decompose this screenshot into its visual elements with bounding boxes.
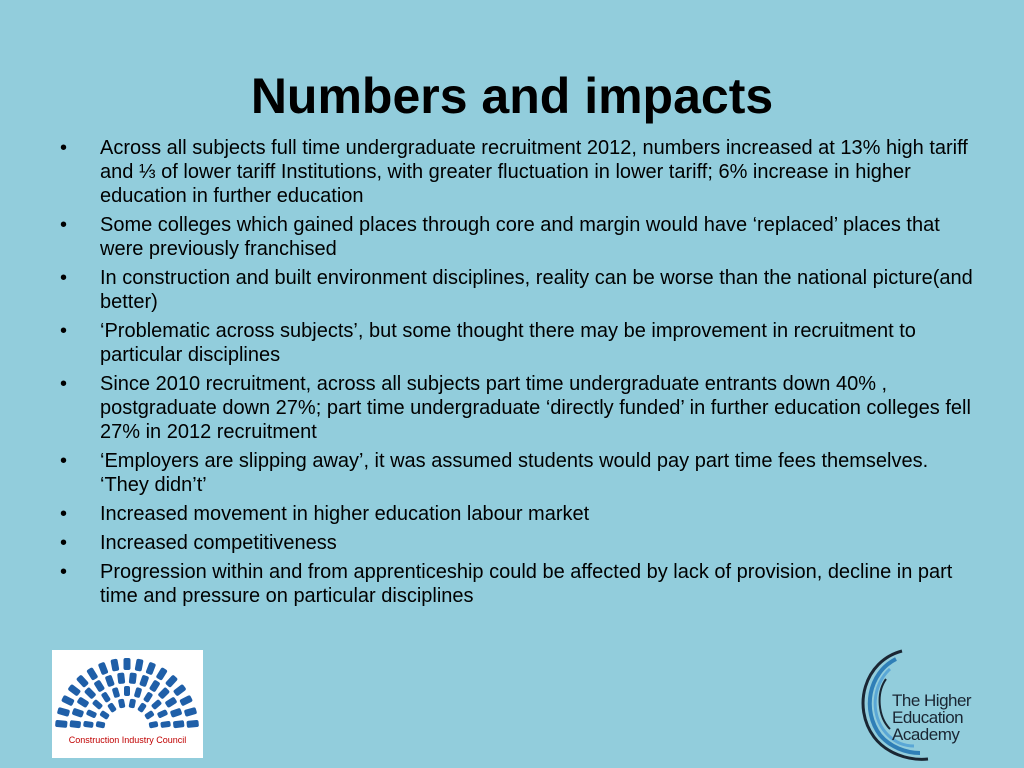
slide-title: Numbers and impacts [250,68,774,124]
sunburst-segment [149,721,159,729]
sunburst-segment [98,662,109,676]
bullet-dot: • [60,137,68,159]
sunburst-segment [151,699,162,710]
bullet-item [60,560,980,608]
bullet-text: Across all subjects full time undergraduate recruitment 2012, numbers increased at 13% high tariff and ⅓ of lower tariff Institutions, with greater fluctuation in lower tariff; 6% increase in higher education in further education [100,137,968,207]
sunburst-segment [157,709,169,719]
sunburst-segment [67,684,81,697]
bullet-text: ‘Problematic across subjects’, but some thought there may be improvement in recruitment to particular disciplines [100,320,916,366]
sunburst-segment [173,720,185,728]
sunburst-segment [179,695,193,707]
sunburst-segment [101,691,111,703]
sunburst-segment [61,695,75,707]
sunburst-segment [157,687,170,700]
bullet-text: In construction and built environment disciplines, reality can be worse than the national picture(and better) [100,267,973,313]
sunburst-segment [69,720,81,728]
sunburst-segment [57,707,70,717]
sunburst-segment [164,696,177,708]
bullet-dot: • [60,450,68,472]
sunburst-segment [84,687,97,700]
sunburst-segment [124,658,131,670]
sunburst-segment [107,702,117,713]
sunburst-segment [186,720,199,728]
sunburst-segment [95,721,105,729]
sunburst-segment [135,659,144,672]
sunburst-segment [83,721,94,728]
bullet-dot: • [60,532,68,554]
sunburst-segment [165,674,178,688]
sunburst-segment [124,686,130,696]
bullet-text: Increased movement in higher education labour market [100,503,590,525]
cic-logo [52,650,203,758]
bullet-item [60,531,980,555]
sunburst-segment [99,710,110,720]
bullet-dot: • [60,267,68,289]
sunburst-segment [144,710,155,720]
hea-logo-line: Academy [892,725,960,744]
hea-logo-text [892,692,971,743]
bullet-text: Increased competitiveness [100,532,337,554]
bullet-item [60,449,980,497]
bullet-text: Some colleges which gained places through core and margin would have ‘replaced’ places that were previously franchised [100,214,940,260]
sunburst-segment [72,708,85,718]
bullet-list [60,136,980,613]
sunburst-segment [137,702,147,713]
sunburst-segment [170,708,183,718]
sunburst-segment [134,687,143,698]
sunburst-segment [93,679,105,692]
bullet-dot: • [60,503,68,525]
sunburst-logo-icon [52,650,203,734]
bullet-item [60,372,980,444]
sunburst-segment [160,721,171,728]
sunburst-segment [112,687,121,698]
sunburst-segment [110,659,119,672]
sunburst-segment [76,696,89,708]
sunburst-segment [86,667,98,681]
sunburst-segment [118,699,126,709]
hea-logo [850,645,1000,763]
sunburst-segment [92,699,103,710]
sunburst-segment [149,679,161,692]
cic-logo-text: Construction Industry Council [68,735,187,745]
hea-logo-line: Education [892,708,964,727]
bullet-item [60,213,980,261]
bullet-dot: • [60,561,68,583]
bullet-text: ‘Employers are slipping away’, it was assumed students would pay part time fees themselves. ‘They didn’t’ [100,450,929,496]
bullet-dot: • [60,373,68,395]
bullet-text: Progression within and from apprenticeship could be affected by lack of provision, decline in part time and pressure on particular disciplines [100,561,953,607]
bullet-dot: • [60,214,68,236]
bullet-dot: • [60,320,68,342]
bullet-item [60,319,980,367]
sunburst-segment [145,662,156,676]
sunburst-segment [128,698,136,708]
bullet-item [60,136,980,208]
sunburst-segment [117,672,125,684]
sunburst-segment [105,675,115,688]
sunburst-segment [86,709,98,719]
sunburst-segment [129,672,137,684]
sunburst-segment [139,675,149,688]
sunburst-segment [173,684,187,697]
sunburst-segment [156,667,168,681]
bullet-text: Since 2010 recruitment, across all subjects part time undergraduate entrants down 40% , postgraduate down 27%; part time undergraduate ‘directly funded’ in further education colleges fell 27% in 2012 recruitment [100,373,971,443]
sunburst-segment [184,707,197,717]
sunburst-segment [55,720,68,728]
sunburst-segment [76,674,89,688]
hea-logo-line: The Higher [892,691,972,710]
sunburst-segment [143,691,153,703]
bullet-item [60,502,980,526]
bullet-item [60,266,980,314]
